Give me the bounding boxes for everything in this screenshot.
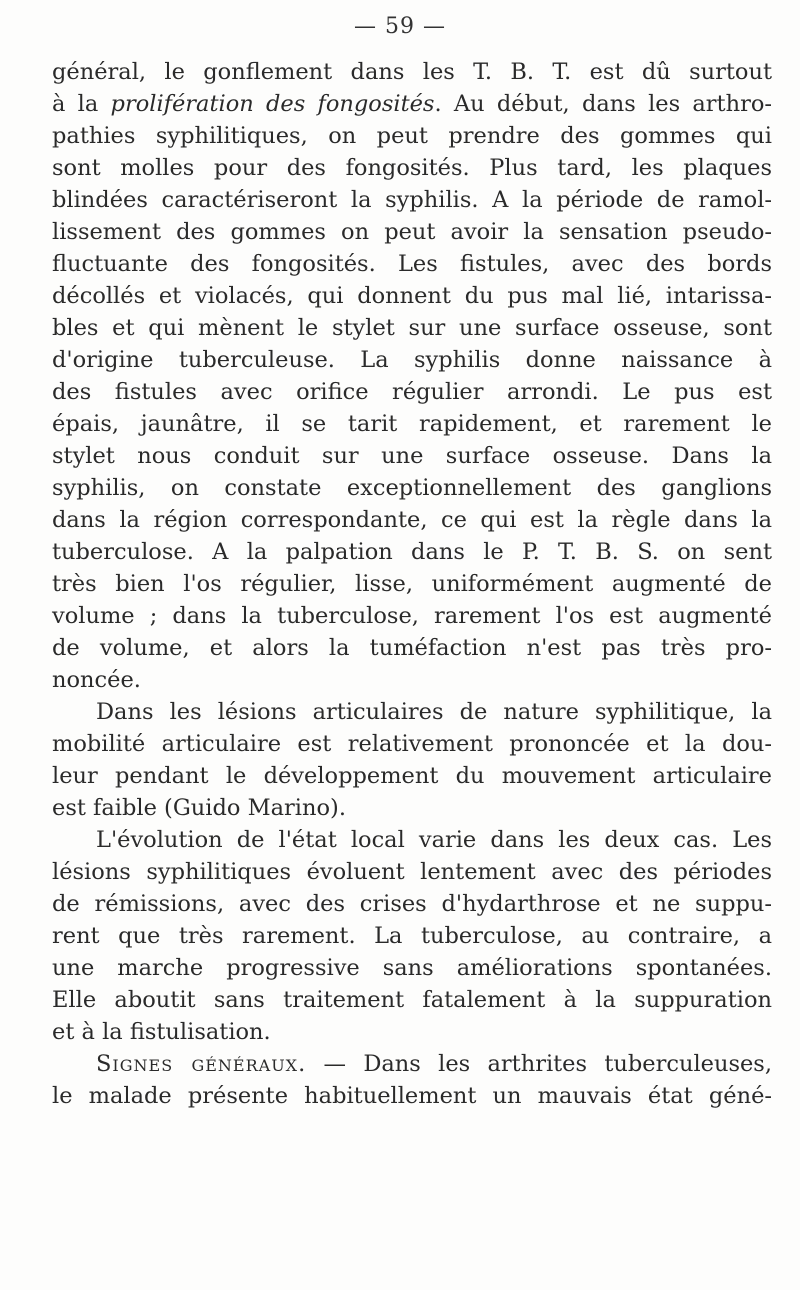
text-line: stylet nous conduit sur une surface osseuse. Dans la: [52, 443, 772, 469]
text-line: noncée.: [52, 667, 141, 693]
text-line: blindées caractériseront la syphilis. A la période de ramol-: [52, 187, 772, 213]
text-line: volume ; dans la tuberculose, rarement l'os est augmenté: [52, 603, 772, 629]
paragraph-3: [52, 824, 772, 1048]
text-line: dans la région correspondante, ce qui est la règle dans la: [52, 507, 772, 533]
paragraph-1: [52, 56, 772, 696]
italic-emphasis: prolifération des fongosités: [110, 91, 435, 117]
text-line: lésions syphilitiques évoluent lentement avec des périodes: [52, 859, 772, 885]
section-heading: Signes généraux.: [96, 1051, 307, 1077]
text-line: est faible (Guido Marino).: [52, 795, 346, 821]
text-line: très bien l'os régulier, lisse, uniformément augmenté de: [52, 571, 772, 597]
text-line: L'évolution de l'état local varie dans les deux cas. Les: [96, 827, 772, 853]
text-line: général, le gonflement dans les T. B. T. est dû surtout: [52, 59, 772, 85]
text-line: fluctuante des fongosités. Les fistules, avec des bords: [52, 251, 772, 277]
paragraph-2: [52, 696, 772, 824]
text-line: décollés et violacés, qui donnent du pus mal lié, intarissa-: [52, 283, 772, 309]
text-line: de rémissions, avec des crises d'hydarthrose et ne suppu-: [52, 891, 772, 917]
text-line: épais, jaunâtre, il se tarit rapidement, et rarement le: [52, 411, 772, 437]
text-line: de volume, et alors la tuméfaction n'est pas très pro-: [52, 635, 772, 661]
text-span: à la: [52, 91, 111, 117]
text-span: . Au début, dans les arthro-: [434, 91, 772, 117]
text-line: lissement des gommes on peut avoir la sensation pseudo-: [52, 219, 772, 245]
text-line: [52, 88, 772, 120]
text-line: une marche progressive sans améliorations spontanées.: [52, 955, 772, 981]
text-line: bles et qui mènent le stylet sur une surface osseuse, sont: [52, 315, 772, 341]
text-line: le malade présente habituellement un mauvais état géné-: [52, 1083, 772, 1109]
text-line: leur pendant le développement du mouvement articulaire: [52, 763, 772, 789]
text-span: — Dans les arthrites tuberculeuses,: [306, 1051, 773, 1077]
text-line: d'origine tuberculeuse. La syphilis donne naissance à: [52, 347, 772, 373]
text-line: Elle aboutit sans traitement fatalement à la suppuration: [52, 987, 772, 1013]
text-line: rent que très rarement. La tuberculose, au contraire, a: [52, 923, 772, 949]
text-line: syphilis, on constate exceptionnellement des ganglions: [52, 475, 772, 501]
text-line: pathies syphilitiques, on peut prendre des gommes qui: [52, 123, 772, 149]
text-line: tuberculose. A la palpation dans le P. T. B. S. on sent: [52, 539, 772, 565]
text-line: [52, 1048, 772, 1080]
text-line: sont molles pour des fongosités. Plus tard, les plaques: [52, 155, 772, 181]
text-line: et à la fistulisation.: [52, 1019, 271, 1045]
text-line: des fistules avec orifice régulier arrondi. Le pus est: [52, 379, 772, 405]
body-text: [52, 56, 772, 1112]
paragraph-4: [52, 1048, 772, 1112]
page-number: — 59 —: [354, 14, 446, 39]
text-line: mobilité articulaire est relativement prononcée et la dou-: [52, 731, 772, 757]
text-line: Dans les lésions articulaires de nature syphilitique, la: [96, 699, 772, 725]
